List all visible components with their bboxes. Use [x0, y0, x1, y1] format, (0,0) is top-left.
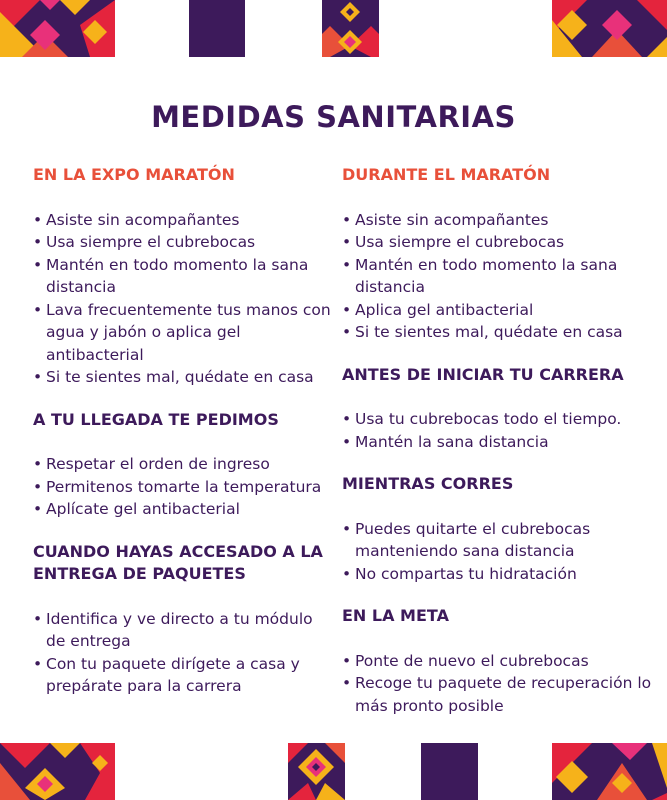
bullet-list [33, 453, 333, 521]
section-heading-en-la-meta: EN LA META [342, 606, 449, 625]
bullet-list [342, 650, 652, 718]
pattern-top-left-decoration [0, 0, 115, 57]
list-item: • Aplica gel antibacterial [342, 299, 652, 322]
pattern-top-right-decoration [552, 0, 667, 57]
bullet-list [342, 209, 652, 344]
list-item: • Si te sientes mal, quédate en casa [33, 366, 333, 389]
list-item: • Ponte de nuevo el cubrebocas [342, 650, 652, 673]
pattern-top-center-decoration [322, 0, 379, 57]
section-heading-en-la-expo-maraton: EN LA EXPO MARATÓN [33, 165, 235, 184]
list-item: • Si te sientes mal, quédate en casa [342, 321, 652, 344]
section-heading-durante-el-maraton: DURANTE EL MARATÓN [342, 165, 551, 184]
list-item: • Mantén en todo momento la sana distancia [33, 254, 333, 299]
pattern-bottom-right-decoration [552, 743, 667, 800]
section-heading-cuando-hayas-accesado-a-la-entrega-de-paquetes: CUANDO HAYAS ACCESADO A LA ENTREGA DE PAQUETES [33, 541, 323, 583]
pattern-top-block-1 [189, 0, 245, 57]
list-item: • Con tu paquete dirígete a casa y prepárate para la carrera [33, 653, 333, 698]
list-item: • Respetar el orden de ingreso [33, 453, 333, 476]
list-item: • Identifica y ve directo a tu módulo de entrega [33, 608, 333, 653]
pattern-bottom-center-decoration [288, 743, 345, 800]
bullet-list [33, 608, 333, 698]
pattern-bottom-block-1 [421, 743, 478, 800]
list-item: • Usa siempre el cubrebocas [342, 231, 652, 254]
section-heading-mientras-corres: MIENTRAS CORRES [342, 474, 514, 493]
list-item: • Recoge tu paquete de recuperación lo más pronto posible [342, 672, 652, 717]
list-item: • Aplícate gel antibacterial [33, 498, 333, 521]
pattern-bottom-left-decoration [0, 743, 115, 800]
left-column [33, 164, 333, 718]
list-item: • No compartas tu hidratación [342, 563, 652, 586]
list-item: • Asiste sin acompañantes [342, 209, 652, 232]
list-item: • Asiste sin acompañantes [33, 209, 333, 232]
list-item: • Mantén en todo momento la sana distancia [342, 254, 652, 299]
list-item: • Mantén la sana distancia [342, 431, 652, 454]
section-heading-a-tu-llegada-te-pedimos: A TU LLEGADA TE PEDIMOS [33, 409, 279, 429]
list-item: • Usa tu cubrebocas todo el tiempo. [342, 408, 652, 431]
section-heading-antes-de-iniciar-tu-carrera: ANTES DE INICIAR TU CARRERA [342, 364, 624, 384]
list-item: • Puedes quitarte el cubrebocas manteniendo sana distancia [342, 518, 652, 563]
page-title: MEDIDAS SANITARIAS [151, 100, 516, 134]
right-column [342, 164, 652, 737]
list-item: • Permitenos tomarte la temperatura [33, 476, 333, 499]
bullet-list [342, 518, 652, 586]
list-item: • Usa siempre el cubrebocas [33, 231, 333, 254]
bullet-list [342, 408, 652, 453]
list-item: • Lava frecuentemente tus manos con agua y jabón o aplica gel antibacterial [33, 299, 333, 367]
bullet-list [33, 209, 333, 389]
